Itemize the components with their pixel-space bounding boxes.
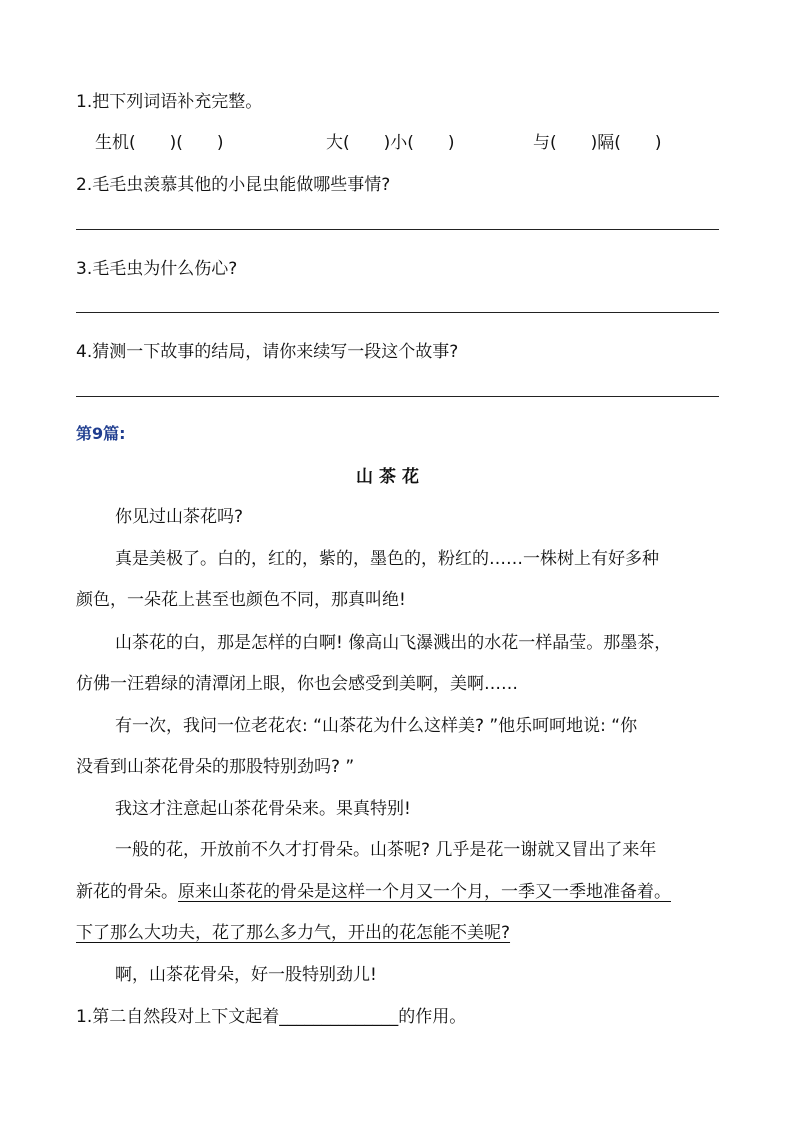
paragraph-7: 啊，山茶花骨朵，好一股特别劲儿! <box>115 965 377 985</box>
story-title: 山茶花 <box>356 467 425 487</box>
paragraph-5: 我这才注意起山茶花骨朵来。果真特别! <box>115 799 411 819</box>
question-2: 2.毛毛虫羡慕其他的小昆虫能做哪些事情? <box>76 175 391 195</box>
paragraph-4-line-1: 有一次，我问一位老花农: “山茶花为什么这样美? ”他乐呵呵地说: “你 <box>115 716 638 736</box>
blank-item-1: 生机( )( ) <box>95 133 224 153</box>
paragraph-4-line-2: 没看到山茶花骨朵的那股特别劲吗? ” <box>76 757 355 777</box>
paragraph-2-line-1: 真是美极了。白的，红的，紫的，墨色的，粉红的……一株树上有好多种 <box>115 549 659 569</box>
paragraph-3-line-2: 仿佛一汪碧绿的清潭闭上眼，你也会感受到美啊，美啊…… <box>76 674 518 694</box>
answer-line-4 <box>76 396 719 397</box>
section-heading: 第9篇: <box>76 424 126 443</box>
question-3: 3.毛毛虫为什么伤心? <box>76 259 238 279</box>
paragraph-6-text: 新花的骨朵。 <box>76 882 178 902</box>
answer-line-3 <box>76 312 719 313</box>
question-4: 4.猜测一下故事的结局，请你来续写一段这个故事? <box>76 342 459 362</box>
blank-item-3: 与( )隔( ) <box>533 133 662 153</box>
paragraph-6-line-1: 一般的花，开放前不久才打骨朵。山茶呢? 几乎是花一谢就又冒出了来年 <box>115 840 657 860</box>
paragraph-1: 你见过山茶花吗? <box>115 507 244 527</box>
question-story-1: 1.第二自然段对上下文起着______________的作用。 <box>76 1007 467 1027</box>
underlined-sentence-part-2: 下了那么大功夫，花了那么多力气，开出的花怎能不美呢? <box>76 923 511 943</box>
paragraph-2-line-2: 颜色，一朵花上甚至也颜色不同，那真叫绝! <box>76 590 406 610</box>
blank-item-2: 大( )小( ) <box>326 133 455 153</box>
answer-line-2 <box>76 229 719 230</box>
paragraph-6-line-2 <box>76 877 671 902</box>
underlined-sentence-part-1: 原来山茶花的骨朵是这样一个月又一个月，一季又一季地准备着。 <box>178 882 671 902</box>
question-1: 1.把下列词语补充完整。 <box>76 92 263 112</box>
paragraph-3-line-1: 山茶花的白，那是怎样的白啊! 像高山飞瀑溅出的水花一样晶莹。那墨茶， <box>115 633 672 653</box>
